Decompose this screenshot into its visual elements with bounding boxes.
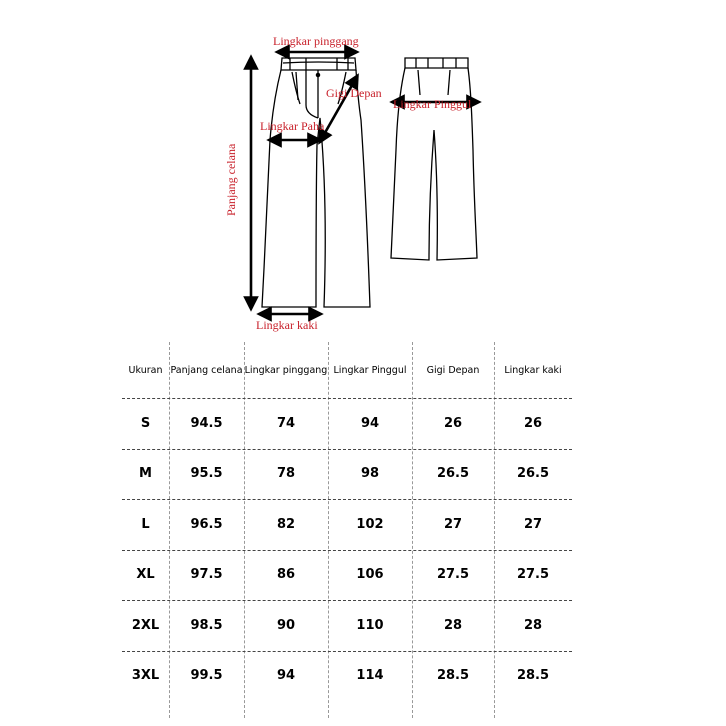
size-chart-table <box>122 342 572 718</box>
size-label-cell: S <box>140 415 151 431</box>
table-cell: 26 <box>443 415 463 431</box>
label-lingkar-pinggul: Lingkar Pinggul <box>393 97 472 111</box>
table-cell: 114 <box>356 668 384 684</box>
size-label-cell: 3XL <box>131 668 160 684</box>
table-cell: 27 <box>523 516 543 532</box>
table-cell: 28 <box>523 617 543 633</box>
header-cell: Lingkar kaki <box>504 364 562 376</box>
table-cell: 98.5 <box>190 617 223 633</box>
table-cell: 82 <box>276 516 296 532</box>
header-cell: Lingkar pinggang <box>244 364 328 376</box>
table-cell: 26.5 <box>516 466 550 482</box>
size-label-cell: M <box>139 466 152 482</box>
header-cell: Lingkar Pinggul <box>333 364 407 376</box>
table-cell: 97.5 <box>190 567 223 583</box>
label-lingkar-kaki: Lingkar kaki <box>256 318 318 332</box>
header-cell: Gigi Depan <box>426 364 480 376</box>
table-cell: 74 <box>276 415 296 431</box>
table-cell: 28.5 <box>516 668 550 684</box>
table-cell: 26.5 <box>436 466 470 482</box>
table-cell: 94.5 <box>190 415 223 431</box>
table-cell: 28.5 <box>436 668 470 684</box>
header-cell: Panjang celana <box>170 364 243 376</box>
table-cell: 28 <box>443 617 463 633</box>
pants-measurement-diagram <box>0 0 726 340</box>
table-cell: 95.5 <box>190 466 223 482</box>
table-cell: 98 <box>360 466 380 482</box>
label-panjang-celana: Panjang celana <box>224 143 238 216</box>
label-gigi-depan: Gigi Depan <box>326 86 382 100</box>
table-cell: 106 <box>356 567 384 583</box>
table-cell: 27.5 <box>436 567 470 583</box>
size-label-cell: XL <box>136 567 155 583</box>
table-cell: 94 <box>276 668 296 684</box>
table-cell: 110 <box>356 617 384 633</box>
label-lingkar-paha: Lingkar Paha <box>260 119 325 133</box>
table-cell: 78 <box>276 466 296 482</box>
table-cell: 27 <box>443 516 463 532</box>
label-lingkar-pinggang: Lingkar pinggang <box>273 34 359 48</box>
table-cell: 26 <box>523 415 543 431</box>
size-label-cell: L <box>141 516 150 532</box>
table-cell: 94 <box>360 415 380 431</box>
table-cell: 86 <box>276 567 296 583</box>
table-cell: 27.5 <box>516 567 550 583</box>
table-cell: 102 <box>356 516 384 532</box>
table-cell: 96.5 <box>190 516 223 532</box>
table-cell: 99.5 <box>190 668 223 684</box>
size-label-cell: 2XL <box>131 617 160 633</box>
header-cell: Ukuran <box>128 364 163 376</box>
table-cell: 90 <box>276 617 296 633</box>
back-pants-drawing <box>391 58 477 260</box>
